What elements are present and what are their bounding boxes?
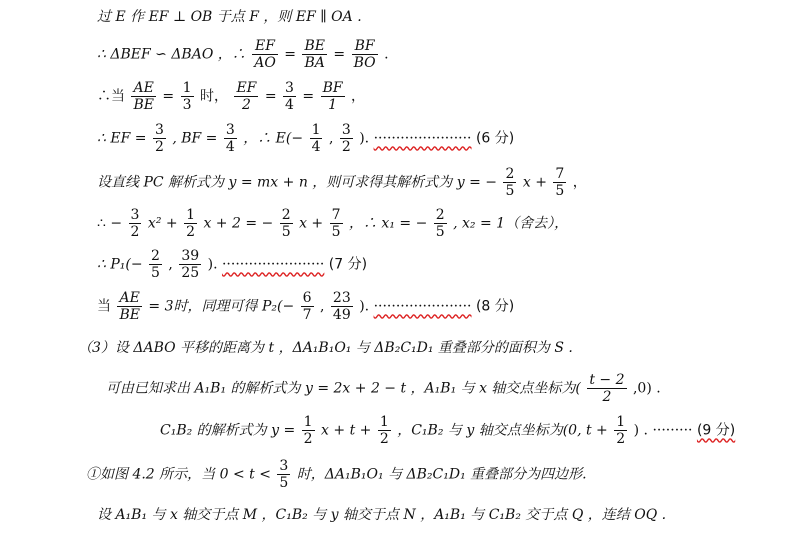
- line-2: ∴ ΔBEF ∽ ΔBAO ，∴ $\frac{EF}{AO}$ = $\frac{BE}{BA}$ = $\frac{BF}{BO}$ .: [97, 38, 389, 71]
- leader-dots: ·······················: [221, 256, 325, 273]
- score-label: (9 分): [696, 422, 736, 439]
- line-6: ∴ − $\frac{3}{2}$ x² + $\frac{1}{2}$ x + 2 = − $\frac{2}{5}$ x + $\frac{7}{5}$ ，∴ x₁ = − $\frac{2}{5}$ , x₂ = 1（舍去），: [97, 207, 569, 240]
- line-3: ∴当 $\frac{AE}{BE}$ = $\frac{1}{3}$ 时， $\frac{EF}{2}$ = $\frac{3}{4}$ = $\frac{BF}{1}$ ，: [97, 80, 366, 113]
- fraction: $\frac{7}{5}$: [555, 166, 565, 199]
- leader-dots: ·········: [652, 422, 693, 439]
- fraction: $\frac{3}{4}$: [225, 122, 235, 155]
- fraction: $\frac{AE}{BE}$: [119, 290, 140, 323]
- line-10: 可由已知求出 A₁B₁ 的解析式为 y = 2x + 2 − t ，A₁B₁ 与 x 轴交点坐标为( $\frac{t - 2}{2}$ ,0) .: [106, 372, 661, 405]
- fraction: $\frac{1}{4}$: [311, 122, 321, 155]
- fraction: $\frac{3}{2}$: [341, 122, 351, 155]
- fraction: $\frac{6}{7}$: [302, 290, 312, 323]
- leader-dots: ······················: [373, 298, 472, 315]
- fraction: $\frac{1}{3}$: [182, 80, 192, 113]
- fraction: $\frac{BF}{BO}$: [353, 38, 376, 71]
- fraction: $\frac{3}{4}$: [285, 80, 294, 113]
- fraction: $\frac{1}{2}$: [186, 207, 195, 240]
- line-1: 过 E 作 EF ⊥ OB 于点 F ，则 EF ∥ OA .: [97, 9, 362, 25]
- fraction: $\frac{3}{5}$: [279, 458, 289, 491]
- fraction: $\frac{EF}{AO}$: [254, 38, 276, 71]
- fraction: $\frac{AE}{BE}$: [133, 80, 154, 113]
- fraction: $\frac{2}{5}$: [281, 207, 291, 240]
- line-4: ∴ EF = $\frac{3}{2}$ , BF = $\frac{3}{4}$ ，∴ E(− $\frac{1}{4}$ , $\frac{3}{2}$ ). ······················ (6 分): [97, 122, 515, 155]
- fraction: $\frac{2}{5}$: [435, 207, 445, 240]
- line-5: 设直线 PC 解析式为 y = mx + n ，则可求得其解析式为 y = − $\frac{2}{5}$ x + $\frac{7}{5}$ ，: [97, 166, 587, 199]
- fraction: $\frac{BF}{1}$: [322, 80, 343, 113]
- fraction: $\frac{3}{2}$: [130, 207, 140, 240]
- fraction: $\frac{2}{5}$: [505, 166, 515, 199]
- score-label: (7 分): [328, 256, 368, 273]
- score-label: (8 分): [475, 298, 515, 315]
- fraction: $\frac{1}{2}$: [303, 414, 313, 447]
- fraction: $\frac{39}{25}$: [181, 248, 200, 281]
- fraction: $\frac{1}{2}$: [379, 414, 389, 447]
- score-label: (6 分): [475, 130, 515, 147]
- line-12: ①如图 4.2 所示，当 0 < t < $\frac{3}{5}$ 时，ΔA₁B₁O₁ 与 ΔB₂C₁D₁ 重叠部分为四边形.: [86, 458, 587, 491]
- fraction: $\frac{1}{2}$: [616, 414, 626, 447]
- line-9: （3）设 ΔABO 平移的距离为 t ，ΔA₁B₁O₁ 与 ΔB₂C₁D₁ 重叠部分的面积为 S .: [78, 340, 573, 356]
- fraction: $\frac{BE}{BA}$: [304, 38, 325, 71]
- line-11: C₁B₂ 的解析式为 y = $\frac{1}{2}$ x + t + $\frac{1}{2}$ ，C₁B₂ 与 y 轴交点坐标为(0, t + $\frac{1}{2}$ ) . ········· (9 分): [160, 414, 736, 447]
- fraction: $\frac{23}{49}$: [332, 290, 351, 323]
- fraction: $\frac{EF}{2}$: [236, 80, 257, 113]
- line-13: 设 A₁B₁ 与 x 轴交于点 M ，C₁B₂ 与 y 轴交于点 N ，A₁B₁ 与 C₁B₂ 交于点 Q ，连结 OQ .: [97, 507, 667, 523]
- line-7: ∴ P₁(− $\frac{2}{5}$ , $\frac{39}{25}$ ). ······················· (7 分): [97, 248, 368, 281]
- fraction: $\frac{7}{5}$: [331, 207, 341, 240]
- fraction: $\frac{t - 2}{2}$: [589, 372, 625, 405]
- line-8: 当 $\frac{AE}{BE}$ = 3时，同理可得 P₂(− $\frac{6}{7}$ , $\frac{23}{49}$ ). ······················ (8 分): [97, 290, 515, 323]
- fraction: $\frac{2}{5}$: [151, 248, 160, 281]
- leader-dots: ······················: [373, 130, 472, 147]
- fraction: $\frac{3}{2}$: [154, 122, 164, 155]
- text: ∴ ΔBEF ∽ ΔBAO ，∴: [97, 46, 246, 63]
